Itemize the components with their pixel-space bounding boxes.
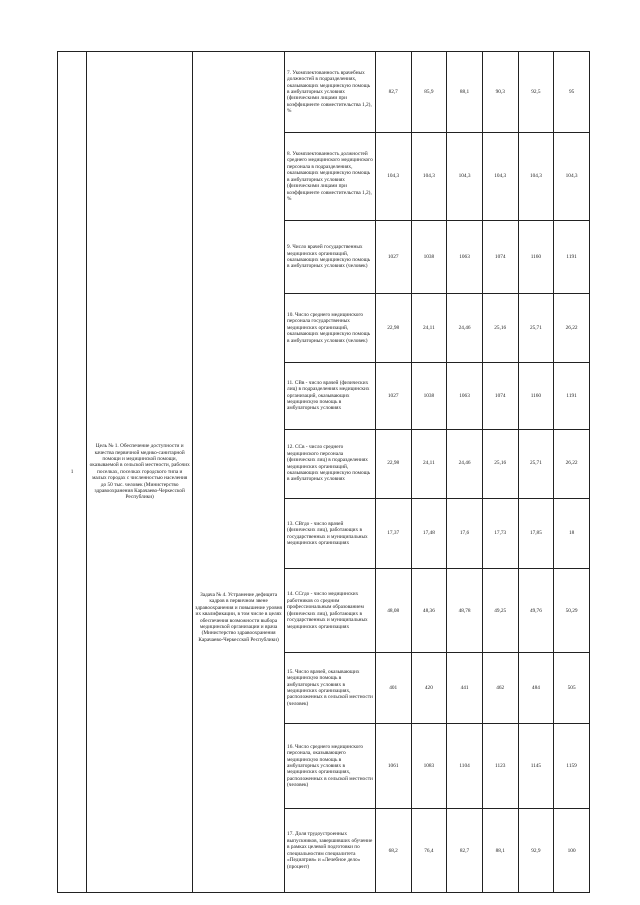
indicator-value: 104,3 [482,133,518,221]
indicator-value: 1160 [518,362,554,429]
indicator-value: 18 [554,498,590,569]
indicator-value: 17,48 [411,498,447,569]
indicator-value: 1160 [518,221,554,294]
indicator-value: 92,9 [518,809,554,893]
indicator-value: 1038 [411,362,447,429]
indicator-label: 11. СВв - число врачей (физических лиц) в подразделениях медицинских организаций, оказывающих медицинскую помощь в амбулаторных условиях [285,362,376,429]
indicator-value: 1191 [554,362,590,429]
indicator-value: 82,7 [375,52,411,133]
table-body [58,52,590,893]
row-number-cell: 1 [58,52,87,893]
indicator-value: 1038 [411,221,447,294]
indicator-value: 24,46 [447,429,483,498]
indicator-value: 76,4 [411,809,447,893]
indicator-value: 104,3 [554,133,590,221]
indicator-label: 16. Число среднего медицинского персонала, оказывающего медицинскую помощь в амбулаторных условиях в медицинских организациях, расположенных в сельской местности (человек) [285,723,376,809]
indicator-value: 68,2 [375,809,411,893]
indicator-value: 462 [482,652,518,723]
indicator-value: 1159 [554,723,590,809]
indicator-value: 1061 [375,723,411,809]
indicator-value: 1063 [447,221,483,294]
goal-cell: Цель № 1. Обеспечение доступности и качества первичной медико-санитарной помощи и медицинской помощи, оказываемой в сельской местности, рабочих поселках, поселках городского типа и малых городах с численностью населения до 50 тыс. человек (Министерство здравоохранения Карачаево-Черкесской Республики) [87,52,193,893]
indicator-value: 85,9 [411,52,447,133]
indicator-value: 17,73 [482,498,518,569]
indicator-value: 17,37 [375,498,411,569]
indicator-value: 22,98 [375,294,411,363]
indicator-value: 49,76 [518,569,554,652]
indicator-value: 104,3 [447,133,483,221]
indicator-value: 1027 [375,221,411,294]
indicator-value: 17,6 [447,498,483,569]
indicator-value: 24,11 [411,429,447,498]
program-indicators-table [57,51,590,893]
indicator-value: 48,36 [411,569,447,652]
indicator-value: 95 [554,52,590,133]
indicator-value: 104,3 [375,133,411,221]
indicator-value: 484 [518,652,554,723]
task-column [193,52,285,893]
indicator-label: 12. ССв - число среднего медицинского персонала (физических лиц) в подразделениях медицинских организаций, оказывающих медицинскую помощь в амбулаторных условиях [285,429,376,498]
indicator-label: 10. Число среднего медицинского персонала государственных медицинских организаций, оказывающих медицинскую помощь в амбулаторных условиях (человек) [285,294,376,363]
task-cell: Задача № 4. Устранение дефицита кадров в первичном звене здравоохранения и повышение уровня их квалификации, в том числе в целях обеспечения возможности выбора медицинской организации и врача (Министерство здравоохранения Карачаево-Черкесской Республики) [195,592,282,643]
indicator-value: 88,1 [482,809,518,893]
indicator-value: 22,98 [375,429,411,498]
indicator-value: 441 [447,652,483,723]
indicator-value: 48,78 [447,569,483,652]
indicator-value: 17,85 [518,498,554,569]
indicator-value: 24,46 [447,294,483,363]
indicator-value: 505 [554,652,590,723]
indicator-value: 25,71 [518,429,554,498]
indicator-label: 7. Укомплектованность врачебных должностей в подразделениях, оказывающих медицинскую помощь в амбулаторных условиях (физическими лицами при коэффициенте совместительства 1,2), % [285,52,376,133]
indicator-value: 88,1 [447,52,483,133]
indicator-value: 104,3 [411,133,447,221]
indicator-value: 49,25 [482,569,518,652]
indicator-value: 24,11 [411,294,447,363]
indicator-label: 14. ССгдо - число медицинских работников со средним профессиональным образованием (физических лиц), работающих в государственных и муниципальных медицинских организациях [285,569,376,652]
table-row [58,52,590,133]
indicator-value: 1145 [518,723,554,809]
indicator-value: 100 [554,809,590,893]
indicator-value: 1104 [447,723,483,809]
indicator-value: 92,5 [518,52,554,133]
indicator-value: 1083 [411,723,447,809]
indicator-value: 90,3 [482,52,518,133]
indicator-label: 17. Доля трудоустроенных выпускников, завершивших обучение в рамках целевой подготовки по специальностям специалитета «Педиатрия» и «Лечебное дело» (процент) [285,809,376,893]
indicator-value: 104,3 [518,133,554,221]
indicator-value: 420 [411,652,447,723]
indicator-value: 82,7 [447,809,483,893]
indicator-value: 48,08 [375,569,411,652]
indicator-label: 9. Число врачей государственных медицинских организаций, оказывающих медицинскую помощь в амбулаторных условиях (человек) [285,221,376,294]
indicator-value: 26,22 [554,429,590,498]
indicator-value: 401 [375,652,411,723]
indicator-value: 1123 [482,723,518,809]
indicator-value: 1074 [482,362,518,429]
indicator-value: 1074 [482,221,518,294]
indicator-value: 25,71 [518,294,554,363]
indicator-label: 15. Число врачей, оказывающих медицинскую помощь в амбулаторных условиях в медицинских организациях, расположенных в сельской местности (человек) [285,652,376,723]
indicator-value: 50,29 [554,569,590,652]
indicator-value: 25,16 [482,429,518,498]
indicator-value: 1027 [375,362,411,429]
indicator-value: 1063 [447,362,483,429]
indicator-label: 8. Укомплектованность должностей среднего медицинского медицинского персонала в подразделениях, оказывающих медицинскую помощь в амбулаторных условиях (физическими лицами при коэффициенте совместительства 1,2), % [285,133,376,221]
indicator-value: 1191 [554,221,590,294]
indicator-value: 25,16 [482,294,518,363]
indicator-label: 13. СВгдо - число врачей (физических лиц), работающих в государственных и муниципальных медицинских организациях [285,498,376,569]
indicator-value: 26,22 [554,294,590,363]
